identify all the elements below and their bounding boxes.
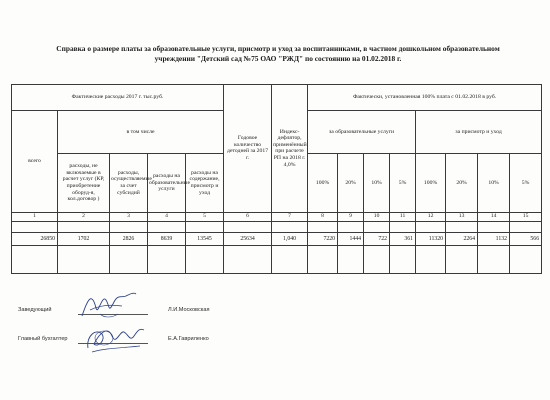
- header-pct: 5%: [510, 154, 542, 212]
- column-number: 2: [58, 212, 110, 221]
- fee-table: [11, 84, 542, 274]
- head-title: Заведующий: [18, 307, 52, 313]
- value-cell: 25634: [224, 233, 272, 246]
- empty-row: [12, 246, 542, 274]
- document-title: [28, 44, 528, 64]
- title-line-1: Справка о размере платы за образовательные услуги, присмотр и уход за воспитанниками, в частном дошкольном образовательном: [56, 44, 500, 53]
- title-line-2: учреждении "Детский сад №75 ОАО "РЖД" по состоянию на 01.02.2018 г.: [154, 54, 402, 63]
- column-number: 5: [186, 212, 224, 221]
- header-sub-4: расходы на содержание, присмотр и уход: [186, 154, 224, 212]
- accountant-name: Е.А.Гавриленко: [168, 336, 209, 342]
- value-cell: 361: [390, 233, 416, 246]
- value-cell: 722: [364, 233, 390, 246]
- value-cell: 566: [510, 233, 542, 246]
- column-number: 3: [110, 212, 148, 221]
- value-cell: 13545: [186, 233, 224, 246]
- header-sub-1: расходы, не включаемые в расчет услуг (КР, приобретение оборуд-я, кол.договор ): [58, 154, 110, 212]
- header-care-services: за присмотр и уход: [416, 110, 542, 154]
- column-number: 15: [510, 212, 542, 221]
- column-number: 9: [338, 212, 364, 221]
- column-number: 13: [446, 212, 478, 221]
- value-cell: 11320: [416, 233, 446, 246]
- value-cell: 7220: [308, 233, 338, 246]
- head-name: Л.И.Московская: [168, 307, 210, 313]
- value-cell: 1702: [58, 233, 110, 246]
- column-number: 4: [148, 212, 186, 221]
- header-pct: 20%: [446, 154, 478, 212]
- header-actual-fee: Фактически, установленная 100% плата с 01.02.2018 в руб.: [308, 85, 542, 111]
- header-pct: 100%: [308, 154, 338, 212]
- spacer-row: [12, 221, 542, 232]
- header-edu-services: за образовательные услуги: [308, 110, 416, 154]
- accountant-title: Главный бухгалтер: [18, 336, 68, 342]
- column-number: 6: [224, 212, 272, 221]
- value-cell: 2826: [110, 233, 148, 246]
- value-cell: 1444: [338, 233, 364, 246]
- header-pct: 10%: [478, 154, 510, 212]
- header-including: в том числе: [58, 110, 224, 154]
- header-sub-3: расходы на образовательные услуги: [148, 154, 186, 212]
- header-annual-income: Годовое количество детодней за 2017 г.: [224, 85, 272, 213]
- header-sub-2: расходы, осуществляемые за счет субсидий: [110, 154, 148, 212]
- header-pct: 20%: [338, 154, 364, 212]
- header-pct: 10%: [364, 154, 390, 212]
- column-number: 8: [308, 212, 338, 221]
- header-pct: 5%: [390, 154, 416, 212]
- column-number: 1: [12, 212, 58, 221]
- column-number: 11: [390, 212, 416, 221]
- column-number-row: [12, 212, 542, 221]
- header-actual-expenses: Фактические расходы 2017 г. тыс.руб.: [12, 85, 224, 111]
- value-cell: 1,040: [272, 233, 308, 246]
- head-signature: [78, 288, 138, 322]
- value-cell: 26850: [12, 233, 58, 246]
- header-row-1: [12, 85, 542, 111]
- column-number: 12: [416, 212, 446, 221]
- column-number: 14: [478, 212, 510, 221]
- value-cell: 1132: [478, 233, 510, 246]
- header-index: Индекс-дефлятор, применённый при расчете РП на 2018 г. 4,0%: [272, 85, 308, 213]
- value-cell: 2264: [446, 233, 478, 246]
- header-total: всего: [12, 110, 58, 212]
- header-pct: 100%: [416, 154, 446, 212]
- value-cell: 8639: [148, 233, 186, 246]
- accountant-signature: [82, 318, 146, 358]
- values-row: [12, 233, 542, 246]
- column-number: 7: [272, 212, 308, 221]
- column-number: 10: [364, 212, 390, 221]
